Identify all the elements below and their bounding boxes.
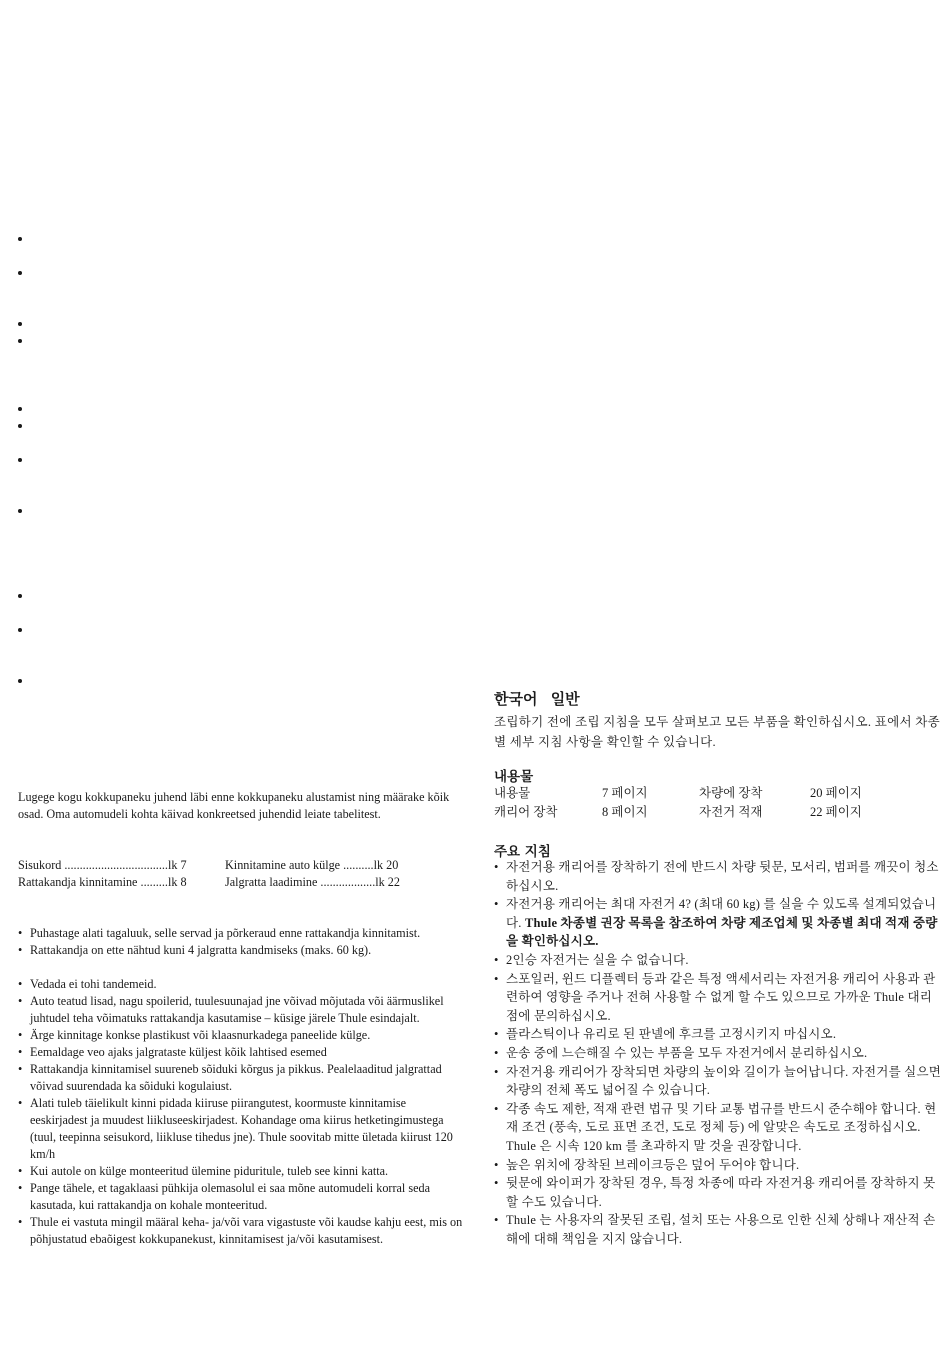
toc-page: 7 페이지 (602, 786, 648, 800)
toc-row (18, 857, 463, 874)
bullet-marker (18, 237, 22, 241)
bullet-marker (18, 679, 22, 683)
bullet-marker (18, 339, 22, 343)
korean-notes-heading: 주요 지침 (494, 844, 551, 860)
estonian-bullet-list (18, 976, 463, 1248)
list-item: • 운송 중에 느슨해질 수 있는 부품을 모두 자전거에서 분리하십시오. (494, 1044, 942, 1063)
korean-toc (494, 784, 942, 822)
bullet-marker (18, 594, 22, 598)
list-item: • Thule ei vastuta mingil määral keha- ja/või vara vigastuste või kaudse kahju eest, mis on põhjustatud ebaõigest kokkupanekust, kinnitamisest ja/või kasutamisest. (18, 1214, 463, 1248)
list-item-text: 자전거용 캐리어는 최대 자전거 4? (최대 60 kg) 를 실을 수 있도록 설계되었습니다. (506, 897, 937, 930)
list-item: • Alati tuleb täielikult kinni pidada kiiruse piirangutest, koormuste kinnitamise eeskirjadest ja muudest liikluseeskirjadest. Kohandage oma kiirus hetketingimustega (tuul, teepinna seisukord, liikluse tihedus jne). Thule soovitab mitte ületada kiirust 120 km/h (18, 1095, 463, 1163)
estonian-bullet-list (18, 925, 463, 959)
list-item (494, 895, 942, 951)
list-item: • Ärge kinnitage konkse plastikust või klaasnurkadega paneelide külge. (18, 1027, 463, 1044)
korean-bullet-list (494, 858, 942, 1248)
list-item: • 스포일러, 윈드 디플렉터 등과 같은 특정 액세서리는 자전거용 캐리어 사용과 관련하여 영향을 주거나 전혀 사용할 수 없게 할 수도 있으므로 가까운 Thule 대리점에 문의하십시오. (494, 970, 942, 1026)
toc-row (494, 784, 942, 803)
toc-entry: Rattakandja kinnitamine .........lk 8 (18, 875, 187, 889)
toc-row (494, 803, 942, 822)
list-item: • Kui autole on külge monteeritud ülemine piduritule, tuleb see kinni katta. (18, 1163, 463, 1180)
bullet-marker (18, 509, 22, 513)
list-item: • 자전거용 캐리어가 장착되면 차량의 높이와 길이가 늘어납니다. 자전거를 실으면 차량의 전체 폭도 넓어질 수 있습니다. (494, 1063, 942, 1100)
toc-page: 20 페이지 (810, 786, 862, 800)
toc-entry: Sisukord ..................................lk 7 (18, 858, 187, 872)
list-item: • 각종 속도 제한, 적재 관련 법규 및 기타 교통 법규를 반드시 준수해야 합니다. 현재 조건 (풍속, 도로 표면 조건, 도로 정체 등) 에 알맞은 속도로 조정하십시오. Thule 은 시속 120 km 를 초과하지 말 것을 권장합니다. (494, 1100, 942, 1156)
toc-entry: 내용물 (494, 786, 531, 800)
bullet-marker (18, 271, 22, 275)
list-item: • 자전거용 캐리어를 장착하기 전에 반드시 차량 뒷문, 모서리, 범퍼를 깨끗이 청소하십시오. (494, 858, 942, 895)
list-item: • Auto teatud lisad, nagu spoilerid, tuulesuunajad jne võivad mõjutada või äärmuslikel juhtudel teha võimatuks rattakandja kasutamise – küsige järele Thule esindajalt. (18, 993, 463, 1027)
korean-section-title: 한국어 일반 (494, 690, 580, 708)
bullet-marker (18, 458, 22, 462)
korean-toc-heading: 내용물 (494, 769, 534, 785)
toc-row (18, 874, 463, 891)
bullet-marker (18, 407, 22, 411)
toc-entry: Kinnitamine auto külge ..........lk 20 (225, 858, 399, 872)
list-item: • 플라스틱이나 유리로 된 판넬에 후크를 고정시키지 마십시오. (494, 1025, 942, 1044)
list-item: • Rattakandja on ette nähtud kuni 4 jalgratta kandmiseks (maks. 60 kg). (18, 942, 463, 959)
toc-entry: 자전거 적재 (699, 805, 763, 819)
list-item: • Puhastage alati tagaluuk, selle servad ja põrkeraud enne rattakandja kinnitamist. (18, 925, 463, 942)
list-item: • 2인승 자전거는 실을 수 없습니다. (494, 951, 942, 970)
bullet-marker (18, 424, 22, 428)
toc-page: 22 페이지 (810, 805, 862, 819)
bullet-marker (18, 628, 22, 632)
list-item: • 높은 위치에 장착된 브레이크등은 덮어 두어야 합니다. (494, 1156, 942, 1175)
toc-entry: Jalgratta laadimine ..................lk 22 (225, 875, 400, 889)
list-item-emphasis: Thule 차종별 권장 목록을 참조하여 차량 제조업체 및 차종별 최대 적재 중량을 확인하십시오. (506, 915, 938, 949)
list-item: • Rattakandja kinnitamisel suureneb sõiduki kõrgus ja pikkus. Pealelaaditud jalgrattad võivad suurendada ka sõiduki kogulaiust. (18, 1061, 463, 1095)
list-item: • Vedada ei tohi tandemeid. (18, 976, 463, 993)
estonian-toc (18, 857, 463, 891)
list-item: • Pange tähele, et tagaklaasi pühkija olemasolul ei saa mõne automudeli korral seda kasutada, kui rattakandja on kohale monteeritud. (18, 1180, 463, 1214)
toc-entry: 차량에 장착 (699, 786, 763, 800)
list-item: • Eemaldage veo ajaks jalgrataste küljest kõik lahtised esemed (18, 1044, 463, 1061)
toc-page: 8 페이지 (602, 805, 648, 819)
estonian-intro: Lugege kogu kokkupaneku juhend läbi enne kokkupaneku alustamist ning määrake kõik osad. Oma automudeli kohta käivad konkreetsed juhendid leiate tabelitest. (18, 790, 450, 821)
list-item: • 뒷문에 와이퍼가 장착된 경우, 특정 차종에 따라 자전거용 캐리어를 장착하지 못할 수도 있습니다. (494, 1174, 942, 1211)
korean-intro: 조립하기 전에 조립 지침을 모두 살펴보고 모든 부품을 확인하십시오. 표에서 차종별 세부 지침 사항을 확인할 수 있습니다. (494, 715, 941, 749)
list-item: • Thule 는 사용자의 잘못된 조립, 설치 또는 사용으로 인한 신체 상해나 재산적 손해에 대해 책임을 지지 않습니다. (494, 1211, 942, 1248)
toc-entry: 캐리어 장착 (494, 805, 558, 819)
bullet-marker (18, 322, 22, 326)
